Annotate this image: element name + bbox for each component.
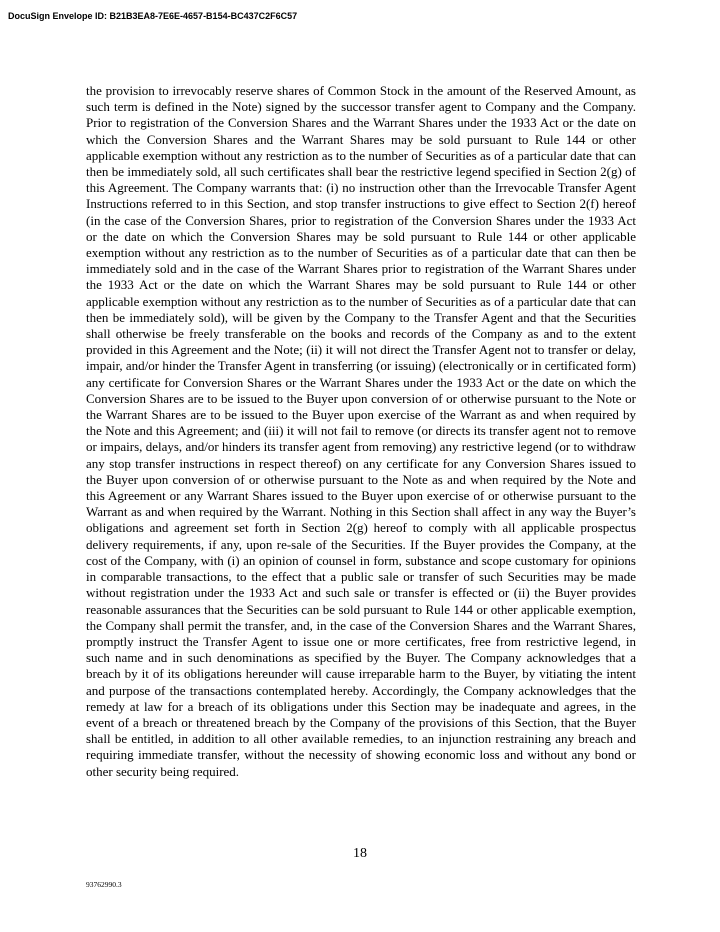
page-number: 18 bbox=[353, 846, 367, 861]
document-id: 93762990.3 bbox=[86, 880, 122, 889]
docusign-envelope-id: DocuSign Envelope ID: B21B3EA8-7E6E-4657-B154-BC437C2F6C57 bbox=[8, 11, 298, 21]
body-paragraph: the provision to irrevocably reserve shares of Common Stock in the amount of the Reserved Amount, as such term is defined in the Note) signed by the successor transfer agent to Company and the Company. Prior to registration of the Conversion Shares and the Warrant Shares under the 1933 Act or the date on which the Conversion Shares and the Warrant Shares may be sold pursuant to Rule 144 or other applicable exemption without any restriction as to the number of Securities as of a particular date that can then be immediately sold, all such certificates shall bear the restrictive legend specified in Section 2(g) of this Agreement. The Company warrants that: (i) no instruction other than the Irrevocable Transfer Agent Instructions referred to in this Section, and stop transfer instructions to give effect to Section 2(f) hereof (in the case of the Conversion Shares, prior to registration of the Conversion Shares under the 1933 Act or the date on which the Conversion Shares may be sold pursuant to Rule 144 or other applicable exemption without any restriction as to the number of Securities as of a particular date that can then be immediately sold and in the case of the Warrant Shares prior to registration of the Warrant Shares under the 1933 Act or the date on which the Warrant Shares may be sold pursuant to Rule 144 or other applicable exemption without any restriction as to the number of Securities as of a particular date that can then be immediately sold), will be given by the Company to the Transfer Agent and that the Securities shall otherwise be freely transferable on the books and records of the Company as and to the extent provided in this Agreement and the Note; (ii) it will not direct the Transfer Agent not to transfer or delay, impair, and/or hinder the Transfer Agent in transferring (or issuing) (electronically or in certificated form) any certificate for Conversion Shares or the Warrant Shares under the 1933 Act or the date on which the Conversion Shares are to be issued to the Buyer upon conversion of or otherwise pursuant to the Note or the Warrant Shares are to be issued to the Buyer upon exercise of the Warrant as and when required by the Note and this Agreement; and (iii) it will not fail to remove (or directs its transfer agent not to remove or impairs, delays, and/or hinders its transfer agent from removing) any restrictive legend (or to withdraw any stop transfer instructions in respect thereof) on any certificate for any Conversion Shares issued to the Buyer upon conversion of or otherwise pursuant to the Note as and when required by the Note and this Agreement or any Warrant Shares issued to the Buyer upon exercise of or otherwise pursuant to the Warrant as and when required by the Warrant. Nothing in this Section shall affect in any way the Buyer’s obligations and agreement set forth in Section 2(g) hereof to comply with all applicable prospectus delivery requirements, if any, upon re-sale of the Securities. If the Buyer provides the Company, at the cost of the Company, with (i) an opinion of counsel in form, substance and scope customary for opinions in comparable transactions, to the effect that a public sale or transfer of such Securities may be made without registration under the 1933 Act and such sale or transfer is effected or (ii) the Buyer provides reasonable assurances that the Securities can be sold pursuant to Rule 144 or other applicable exemption, the Company shall permit the transfer, and, in the case of the Conversion Shares and the Warrant Shares, promptly instruct the Transfer Agent to issue one or more certificates, free from restrictive legend, in such name and in such denominations as specified by the Buyer. The Company acknowledges that a breach by it of its obligations hereunder will cause irreparable harm to the Buyer, by vitiating the intent and purpose of the transactions contemplated hereby. Accordingly, the Company acknowledges that the remedy at law for a breach of its obligations under this Section may be inadequate and agrees, in the event of a breach or threatened breach by the Company of the provisions of this Section, that the Buyer shall be entitled, in addition to all other available remedies, to an injunction restraining any breach and requiring immediate transfer, without the necessity of showing economic loss and without any bond or other security being required. bbox=[86, 83, 636, 779]
